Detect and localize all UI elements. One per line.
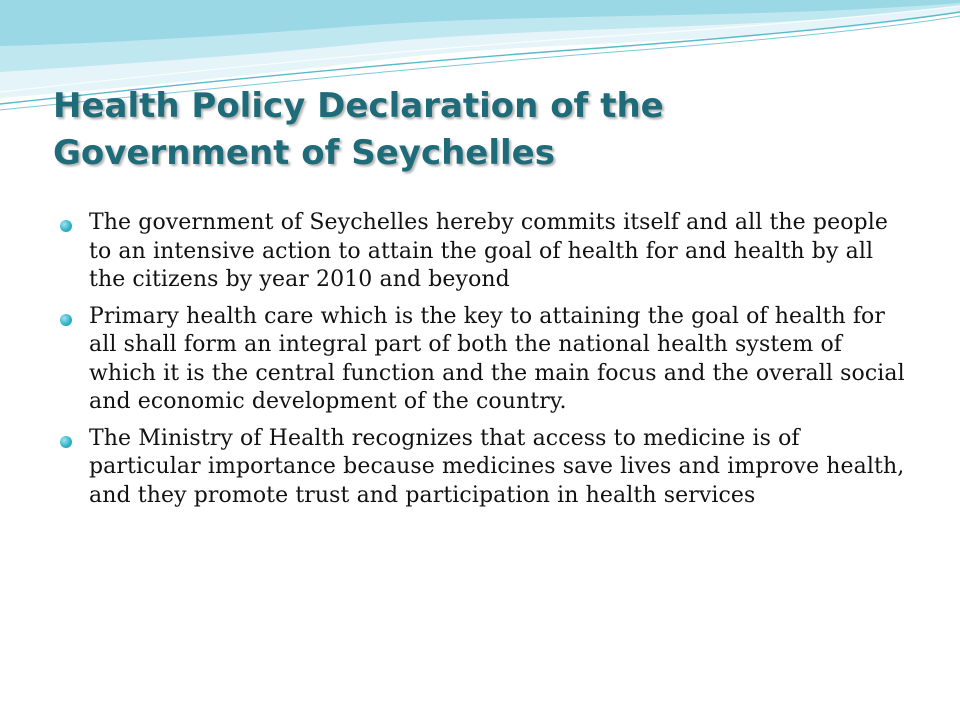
slide-title <box>53 83 913 177</box>
slide-title-line: Government of Seychelles <box>53 133 555 173</box>
slide-title-line: Health Policy Declaration of the <box>53 86 664 126</box>
bullet-text: Primary health care which is the key to attaining the goal of health for all shall form an integral part of both the national health system of which it is the central function and the main focus and the overall social and economic development of the country. <box>89 303 905 414</box>
bullet-list <box>60 209 910 518</box>
bullet-text: The Ministry of Health recognizes that access to medicine is of particular importance because medicines save lives and improve health, and they promote trust and participation in health services <box>89 425 905 508</box>
round-dot-bullet-icon <box>60 220 72 232</box>
round-dot-bullet-icon <box>60 314 72 326</box>
round-dot-bullet-icon <box>60 436 72 448</box>
bullet-item <box>60 209 910 295</box>
bullet-item <box>60 303 910 417</box>
bullet-item <box>60 425 910 511</box>
bullet-text: The government of Seychelles hereby commits itself and all the people to an intensive action to attain the goal of health for and health by all the citizens by year 2010 and beyond <box>89 210 888 292</box>
